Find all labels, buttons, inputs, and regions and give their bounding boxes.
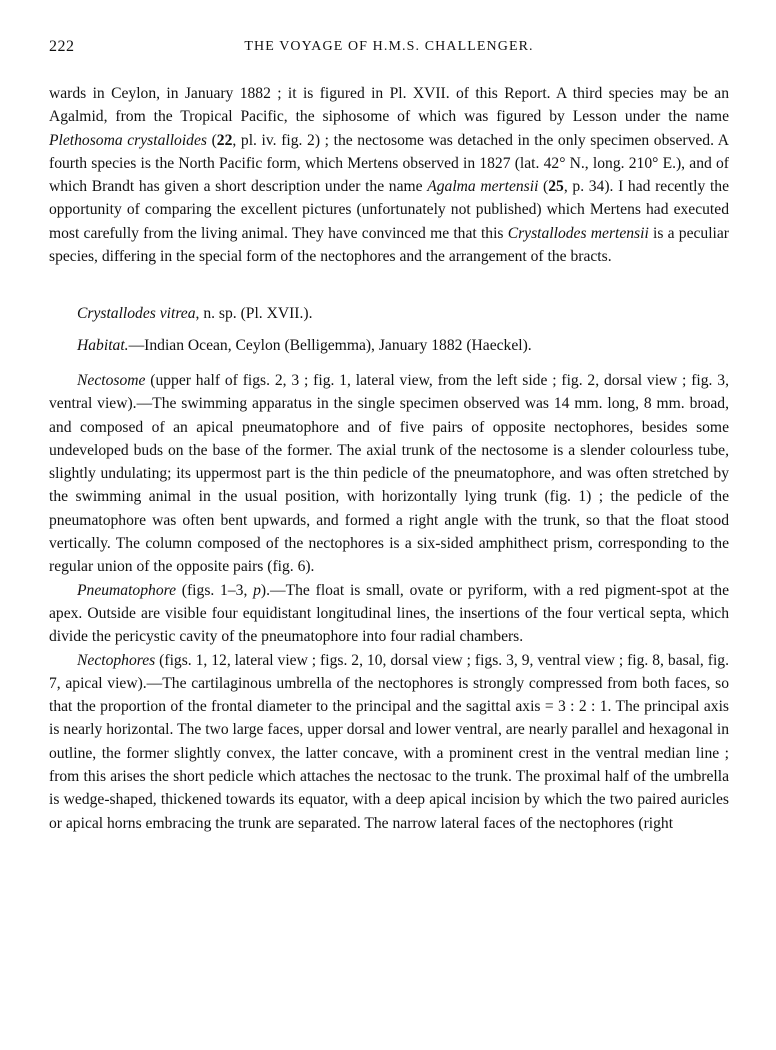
text-run: wards in Ceylon, in January 1882 ; it is figured in Pl. XVII. of this Report. A third species may be an Agalmid, from the Tropical Pacific, the siphosome of which was figured by Lesson under the name (49, 85, 729, 126)
habitat-paragraph (49, 334, 729, 357)
figure-letter: p (253, 581, 261, 599)
text-run: (figs. 1–3, (176, 581, 254, 599)
taxon-name: Crystallodes mertensii (507, 224, 649, 242)
nectophores-text: (figs. 1, 12, lateral view ; figs. 2, 10, dorsal view ; figs. 3, 9, ventral view ; fig. 8, basal, fig. 7, apical view).—The cartilaginous umbrella of the nectophores is strongly compressed from both faces, so that the proportion of the frontal diameter to the principal and the sagittal axis = 3 : 2 : 1. The principal axis is nearly horizontal. The two large faces, upper dorsal and lower ventral, are nearly parallel and hexagonal in outline, the former slightly convex, the latter concave, with a prominent crest in the ventral median line ; from this arises the short pedicle which attaches the nectosac to the trunk. The proximal half of the umbrella is wedge-shaped, thickened towards its equator, with a deep apical incision by which the two paired auricles or apical horns embracing the trunk are separated. The narrow lateral faces of the nectophores (right (49, 651, 729, 832)
pneumatophore-label: Pneumatophore (77, 581, 177, 599)
paragraph-crystallodes-species (49, 82, 729, 268)
pneumatophore-paragraph (49, 579, 729, 649)
text-run: ( (538, 178, 549, 196)
taxon-name: Plethosoma crystalloides (49, 131, 207, 149)
running-title: THE VOYAGE OF H.M.S. CHALLENGER. (244, 39, 534, 54)
habitat-text: —Indian Ocean, Ceylon (Belligemma), January 1882 (Haeckel). (128, 336, 532, 354)
text-run: , pl. iv. fig. 2) ; the nectosome was detached in the only specimen observed. A fourth species is the North Pacific form, which Mertens observed in 1827 (lat. 42° N., long. 210° E.), and of which Brandt has given a short description under the name (49, 131, 730, 196)
reference-number: 22 (216, 131, 233, 149)
nectosome-label: Nectosome (77, 371, 146, 389)
nectophores-paragraph (49, 649, 729, 835)
nectophores-label: Nectophores (77, 651, 156, 669)
reference-number: 25 (548, 178, 564, 196)
text-run: is a peculiar species, differing in the special form of the nectophores and the arrangement of the bracts. (49, 224, 729, 266)
species-name: Crystallodes vitrea (77, 305, 196, 323)
habitat-label: Habitat. (77, 336, 129, 354)
text-run: ( (206, 131, 217, 149)
page-header (49, 38, 729, 62)
text-run: ).—The float is small, ovate or pyriform, with a red pigment-spot at the apex. Outside are visible four equidistant longitudinal lines, the insertions of the four vertical septa, which divide the pericystic cavity of the pneumatophore into four radial chambers. (49, 581, 729, 646)
species-plate-ref: , n. sp. (Pl. XVII.). (195, 305, 313, 323)
nectosome-paragraph (49, 369, 729, 579)
text-run: , p. 34). I had recently the opportunity of comparing the excellent pictures (unfortunately not published) which Mertens had executed most carefully from the living animal. They have convinced me that this (49, 178, 729, 242)
taxon-name: Agalma mertensii (427, 178, 539, 196)
nectosome-text: (upper half of figs. 2, 3 ; fig. 1, lateral view, from the left side ; fig. 2, dorsal view ; fig. 3, ventral view).—The swimming apparatus in the single specimen observed was 14 mm. long, 8 mm. broad, and composed of an apical pneumatophore and of five pairs of opposite nectophores, besides some undeveloped buds on the base of the former. The axial trunk of the nectosome is a slender colourless tube, slightly undulating; its uppermost part is the thin pedicle of the pneumatophore, and was often stretched by the swimming animal in the usual position, with horizontally lying trunk (fig. 1) ; the pedicle of the pneumatophore was often bent upwards, and formed a right angle with the trunk, so that the float stood vertically. The column composed of the nectophores is a six-sided amphithect prism, corresponding to the regular union of the opposite pairs (fig. 6). (49, 371, 729, 576)
species-heading (49, 302, 729, 325)
page (49, 38, 729, 835)
page-number: 222 (49, 38, 75, 55)
